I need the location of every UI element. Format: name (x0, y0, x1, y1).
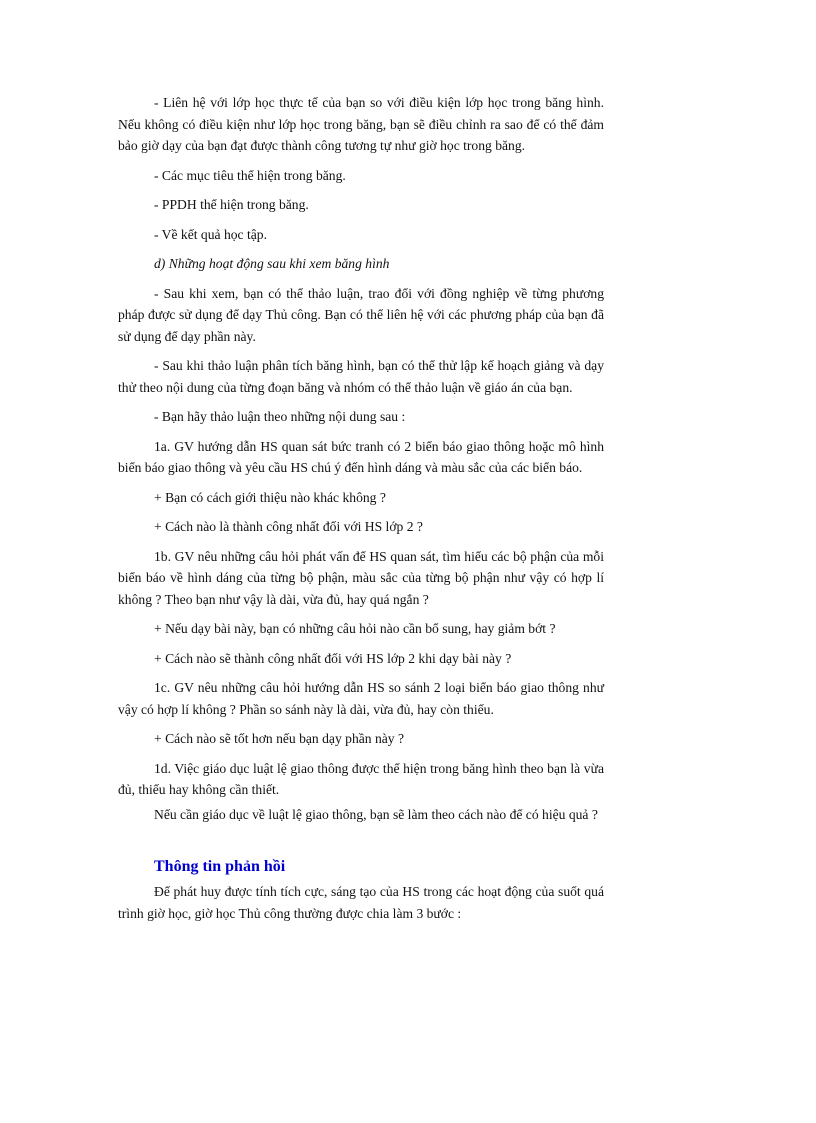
paragraph-compare-classroom: - Liên hệ với lớp học thực tế của bạn so với điều kiện lớp học trong băng hình. Nếu không có điều kiện như lớp học trong băng, bạn sẽ điều chỉnh ra sao để có thể đảm bảo giờ dạy của bạn đạt được thành công tương tự như giờ học trong băng. (118, 95, 604, 153)
paragraph-traffic-education: Nếu cần giáo dục về luật lệ giao thông, bạn sẽ làm theo cách nào để có hiệu quả ? (154, 806, 598, 822)
paragraph-question-1a-1: + Bạn có cách giới thiệu nào khác không ? (154, 489, 386, 505)
paragraph-question-1c: + Cách nào sẽ tốt hơn nếu bạn dạy phần này ? (154, 731, 405, 746)
paragraph-lesson-plan: - Sau khi thảo luận phân tích băng hình, bạn có thể thử lập kế hoạch giảng và dạy thử theo nội dung của từng đoạn băng và nhóm có thể thảo luận về giáo án của bạn. (118, 358, 604, 395)
paragraph-item-1b: 1b. GV nêu những câu hỏi phát vấn để HS quan sát, tìm hiểu các bộ phận của mỗi biển báo về hình dáng của từng bộ phận, màu sắc của từng bộ phận như vậy có hợp lí không ? Theo bạn như vậy là dài, vừa đủ, hay quá ngắn ? (118, 548, 604, 607)
paragraph-question-1b-1: + Nếu dạy bài này, bạn có những câu hỏi nào cần bổ sung, hay giảm bớt ? (154, 621, 556, 636)
paragraph-discussion-intro: - Bạn hãy thảo luận theo những nội dung sau : (154, 409, 406, 424)
paragraph-three-steps: Để phát huy được tính tích cực, sáng tạo của HS trong các hoạt động của suốt quá trình giờ học, giờ học Thủ công thường được chia làm 3 bước : (118, 884, 604, 921)
paragraph-results: - Về kết quả học tập. (154, 226, 267, 242)
paragraph-question-1a-2: + Cách nào là thành công nhất đối với HS lớp 2 ? (154, 519, 423, 534)
subsection-title-after-video: d) Những hoạt động sau khi xem băng hình (154, 256, 390, 271)
paragraph-item-1c: 1c. GV nêu những câu hỏi hướng dẫn HS so sánh 2 loại biển báo giao thông như vậy có hợp lí không ? Phần so sánh này là dài, vừa đủ, hay còn thiếu. (118, 680, 604, 717)
paragraph-item-1d: 1d. Việc giáo dục luật lệ giao thông được thể hiện trong băng hình theo bạn là vừa đủ, thiếu hay không cần thiết. (118, 760, 604, 797)
section-heading-feedback: Thông tin phản hồi (154, 858, 286, 875)
paragraph-discuss-colleagues: - Sau khi xem, bạn có thể thảo luận, trao đổi với đồng nghiệp về từng phương pháp được sử dụng để dạy Thủ công. Bạn có thể liên hệ với các phương pháp của bạn đã sử dụng để dạy phần này. (118, 285, 604, 344)
paragraph-question-1b-2: + Cách nào sẽ thành công nhất đối với HS lớp 2 khi dạy bài này ? (154, 650, 512, 666)
paragraph-methods: - PPDH thể hiện trong băng. (154, 197, 309, 212)
paragraph-item-1a: 1a. GV hướng dẫn HS quan sát bức tranh có 2 biển báo giao thông hoặc mô hình biển báo giao thông và yêu cầu HS chú ý đến hình dáng và màu sắc của các biển báo. (118, 438, 604, 475)
document-page (118, 92, 604, 932)
paragraph-objectives: - Các mục tiêu thể hiện trong băng. (154, 167, 346, 183)
